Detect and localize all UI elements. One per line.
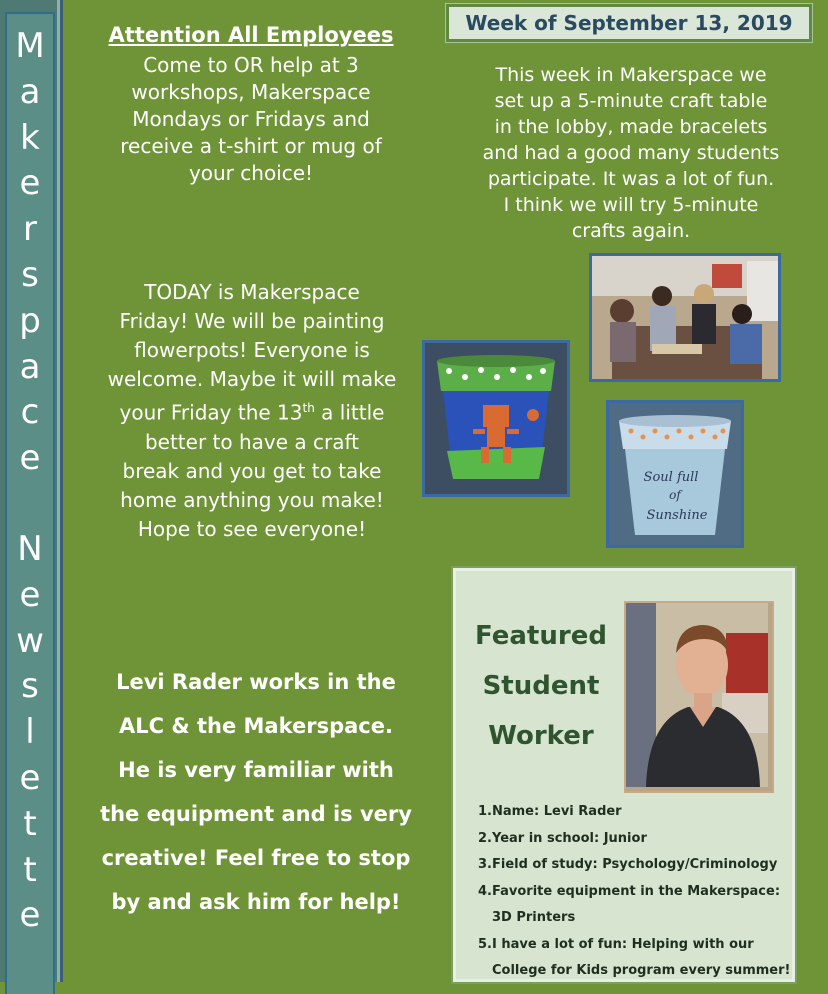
student-facts-list xyxy=(478,799,796,985)
sunshine-flowerpot-illustration xyxy=(609,403,741,545)
sidebar-letter: N xyxy=(17,528,43,569)
text-line: TODAY is Makerspace xyxy=(144,280,360,304)
sidebar-letter: s xyxy=(21,666,39,707)
list-item: 1.Name: Levi Rader xyxy=(478,804,622,819)
text-line: He is very familiar with xyxy=(118,758,394,782)
sidebar-letter: a xyxy=(19,346,41,387)
featured-title-line: Featured xyxy=(475,621,607,651)
today-announcement xyxy=(82,278,422,544)
sidebar-letter: k xyxy=(20,117,40,158)
sidebar-letter: e xyxy=(19,163,41,204)
robot-flowerpot-illustration xyxy=(425,343,567,494)
sidebar-letter: t xyxy=(23,803,37,844)
student-portrait-illustration xyxy=(626,603,768,787)
sidebar-letter: a xyxy=(19,71,41,112)
sidebar-letter: e xyxy=(19,757,41,798)
sidebar-letter: e xyxy=(19,438,41,479)
text-line: by and ask him for help! xyxy=(111,890,401,914)
pot-text: Soul full xyxy=(643,470,699,485)
text-line: set up a 5-minute craft table xyxy=(494,90,768,112)
week-header: Week of September 13, 2019 xyxy=(446,4,812,42)
featured-title-line: Worker xyxy=(488,721,594,751)
text-line: home anything you make! xyxy=(120,487,384,512)
attention-body xyxy=(96,52,406,187)
text-line: Mondays or Fridays and xyxy=(132,107,370,131)
text-line: participate. It was a lot of fun. xyxy=(487,168,775,190)
text-segment: your Friday the 13 xyxy=(119,400,303,425)
ordinal-suffix: th xyxy=(302,401,315,415)
text-line: creative! Feel free to stop xyxy=(101,846,411,870)
text-line: welcome. Maybe it will make xyxy=(107,367,397,391)
sidebar-letter: e xyxy=(19,895,41,936)
text-line: This week in Makerspace we xyxy=(495,64,767,86)
sidebar-title xyxy=(7,24,53,939)
sidebar xyxy=(0,0,63,982)
sidebar-letter: p xyxy=(19,300,41,341)
text-segment: a little xyxy=(314,400,385,425)
sidebar-letter: t xyxy=(23,849,37,890)
list-item: 3.Field of study: Psychology/Criminology xyxy=(478,857,778,872)
week-summary xyxy=(460,62,802,244)
text-line: break and you get to take xyxy=(122,458,382,483)
pot-text: Sunshine xyxy=(646,508,708,523)
text-line: workshops, Makerspace xyxy=(131,80,371,104)
featured-student-box xyxy=(453,568,795,982)
text-line: flowerpots! Everyone is xyxy=(134,338,370,362)
sunshine-flowerpot-photo xyxy=(606,400,744,548)
text-line: your choice! xyxy=(188,161,314,185)
sidebar-panel xyxy=(5,12,55,994)
student-portrait xyxy=(624,601,774,793)
text-line: Hope to see everyone! xyxy=(137,516,367,541)
list-item: 2.Year in school: Junior xyxy=(478,830,647,846)
text-line: ALC & the Makerspace. xyxy=(119,714,393,738)
craft-table-photo xyxy=(589,253,781,382)
robot-flowerpot-photo xyxy=(422,340,570,497)
text-line: I think we will try 5-minute xyxy=(503,194,759,216)
sidebar-letter: l xyxy=(25,712,35,753)
featured-title-line: Student xyxy=(482,671,600,701)
sidebar-letter: w xyxy=(16,620,44,661)
text-line: crafts again. xyxy=(571,220,691,242)
list-item: 5.I have a lot of fun: Helping with our xyxy=(478,936,754,952)
text-line: receive a t-shirt or mug of xyxy=(120,134,382,158)
text-line: Levi Rader works in the xyxy=(116,670,396,694)
list-item: 4.Favorite equipment in the Makerspace: xyxy=(478,883,781,899)
pot-text: of xyxy=(669,488,681,502)
text-line: better to have a craft xyxy=(144,429,360,454)
sidebar-letter: r xyxy=(23,209,37,250)
text-line: the equipment and is very xyxy=(100,802,412,826)
sidebar-letter: s xyxy=(21,254,39,295)
text-line: Come to OR help at 3 xyxy=(143,53,359,77)
text-line: in the lobby, made bracelets xyxy=(494,116,768,138)
sidebar-letter: M xyxy=(15,26,45,66)
levi-description xyxy=(86,660,426,924)
craft-table-illustration xyxy=(592,256,778,379)
list-item-continuation: 3D Printers xyxy=(492,910,576,925)
text-line: and had a good many students xyxy=(482,142,780,164)
featured-title xyxy=(456,611,626,761)
sidebar-letter: e xyxy=(19,574,41,615)
list-item-continuation: College for Kids program every summer! xyxy=(492,963,791,978)
text-line: Friday! We will be painting xyxy=(119,309,385,333)
sidebar-letter: c xyxy=(20,392,40,433)
attention-title: Attention All Employees xyxy=(108,23,394,47)
text-line xyxy=(82,394,422,428)
